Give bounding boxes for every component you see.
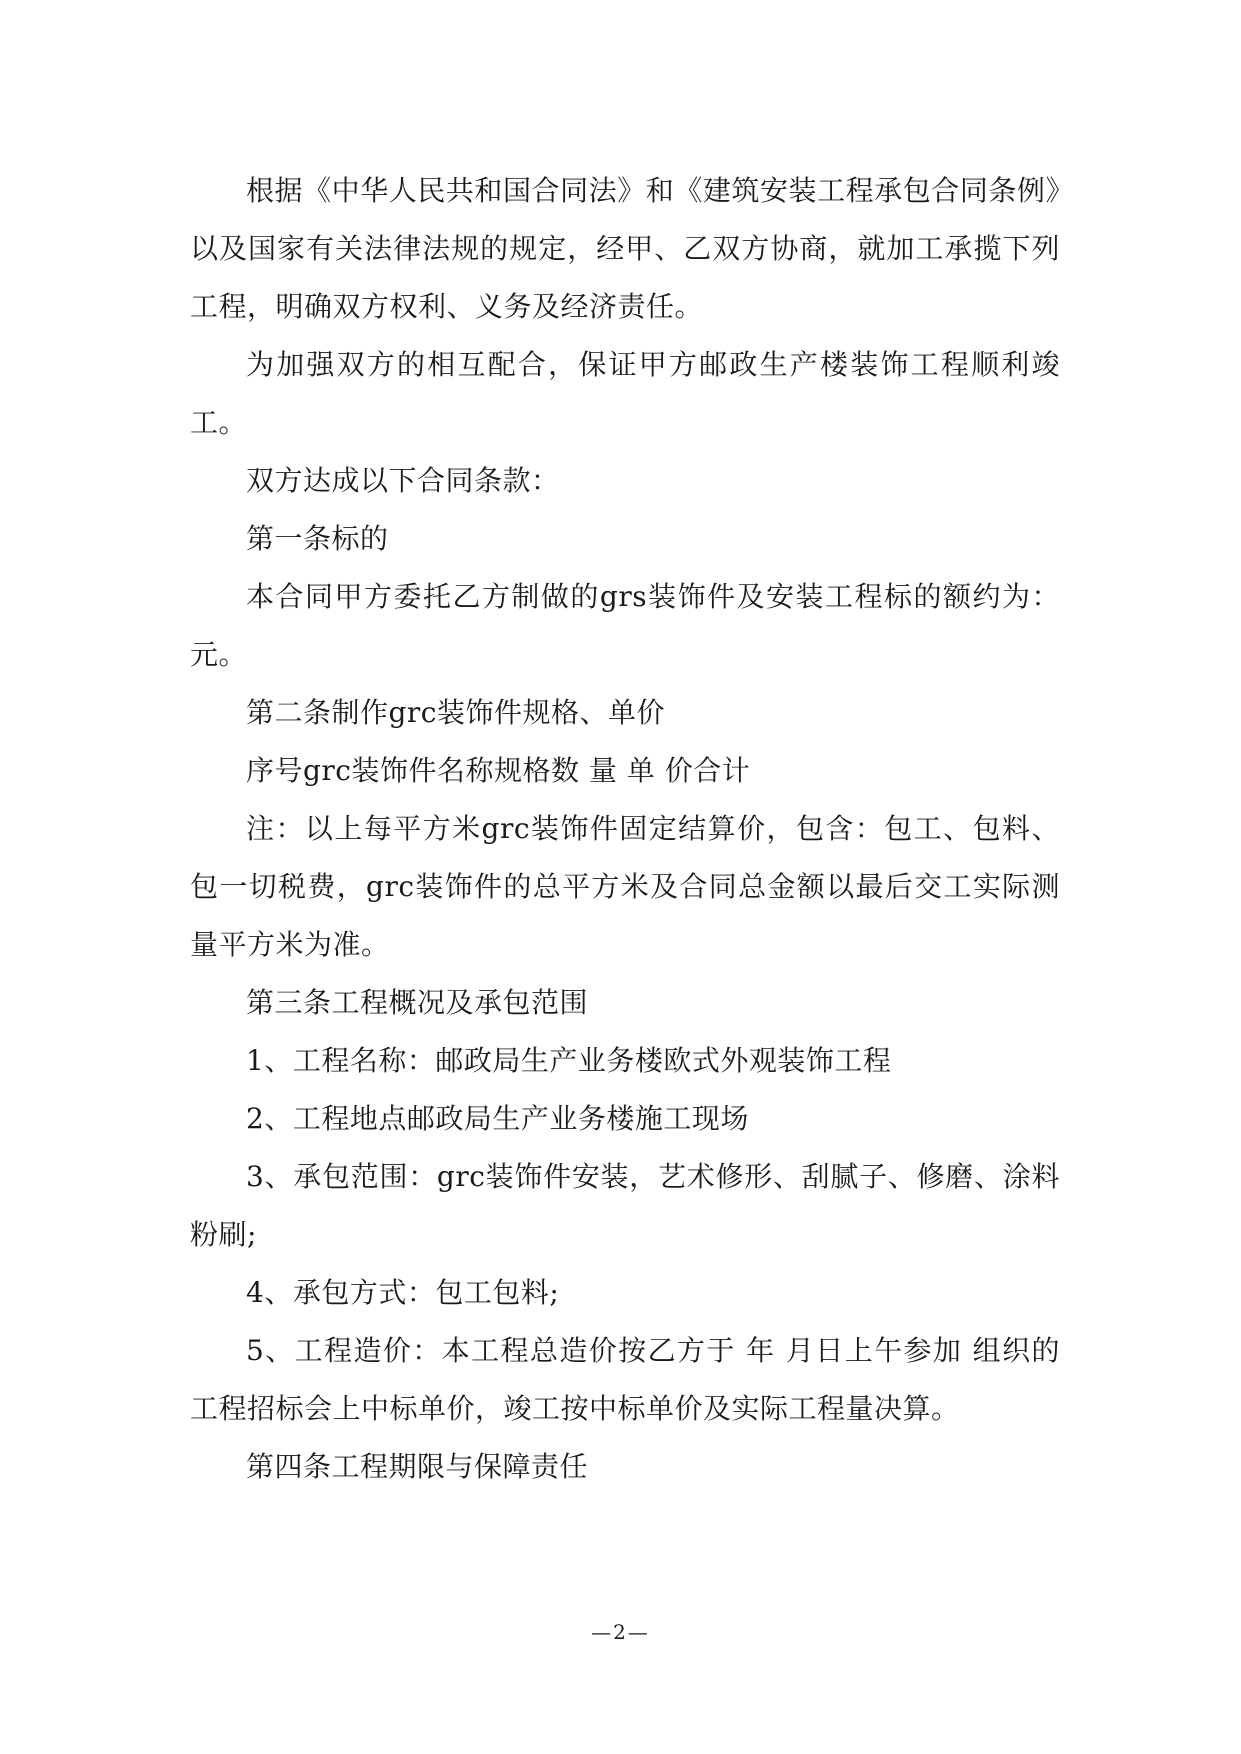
paragraph-cooperation: 为加强双方的相互配合，保证甲方邮政生产楼装饰工程顺利竣工。 <box>190 348 1060 439</box>
document-body <box>190 162 1060 1496</box>
article-3-item-3: 3、承包范围：grc装饰件安装，艺术修形、刮腻子、修磨、涂料粉刷; <box>190 1160 1060 1251</box>
article-3-item-4: 4、承包方式：包工包料; <box>246 1276 560 1309</box>
article-3-item-1: 1、工程名称：邮政局生产业务楼欧式外观装饰工程 <box>246 1044 892 1077</box>
paragraph-agreement: 双方达成以下合同条款： <box>246 464 560 497</box>
page-number: —2— <box>591 1620 650 1644</box>
article-2-heading: 第二条制作grc装饰件规格、单价 <box>246 696 665 729</box>
article-2-note: 注：以上每平方米grc装饰件固定结算价，包含：包工、包料、包一切税费，grc装饰件的总平方米及合同总金额以最后交工实际测量平方米为准。 <box>190 812 1060 961</box>
article-2-table-header: 序号grc装饰件名称规格数 量 单 价合计 <box>246 754 751 787</box>
article-3-item-5: 5、工程造价：本工程总造价按乙方于 年 月日上午参加 组织的工程招标会上中标单价，竣工按中标单价及实际工程量决算。 <box>190 1334 1060 1425</box>
article-3-heading: 第三条工程概况及承包范围 <box>246 986 589 1019</box>
paragraph-legal-basis: 根据《中华人民共和国合同法》和《建筑安装工程承包合同条例》以及国家有关法律法规的规定，经甲、乙双方协商，就加工承揽下列工程，明确双方权利、义务及经济责任。 <box>190 174 1060 323</box>
article-1-body: 本合同甲方委托乙方制做的grs装饰件及安装工程标的额约为：元。 <box>190 580 1060 671</box>
article-1-heading: 第一条标的 <box>246 522 389 555</box>
article-4-heading: 第四条工程期限与保障责任 <box>246 1450 589 1483</box>
article-3-item-2: 2、工程地点邮政局生产业务楼施工现场 <box>246 1102 749 1135</box>
